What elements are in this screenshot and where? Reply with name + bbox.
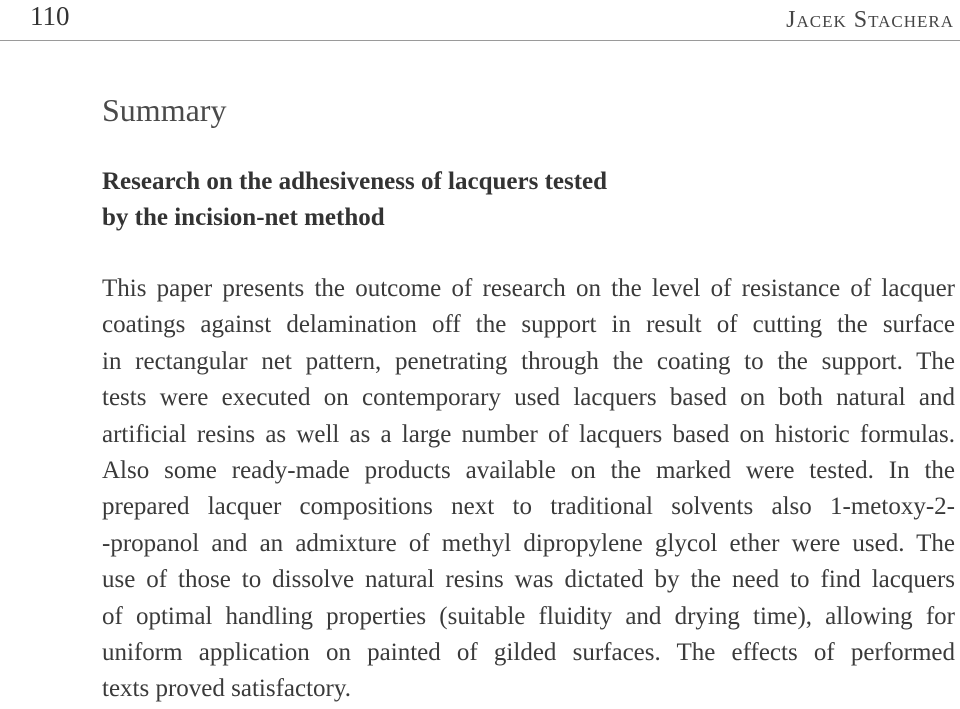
section-heading: Summary <box>102 92 227 128</box>
paragraph-line: use of those to dissolve natural resins was dictated by the need to find lacquers <box>102 566 955 594</box>
paragraph-line: uniform application on painted of gilded surfaces. The effects of performed <box>102 638 955 666</box>
article-title <box>102 164 607 236</box>
paragraph-line: in rectangular net pattern, penetrating through the coating to the support. The <box>102 347 955 375</box>
running-head-author: Jacek Stachera <box>786 7 954 33</box>
header-rule <box>0 40 960 41</box>
article-title-line: by the incision-net method <box>102 204 385 231</box>
paragraph-line: texts proved satisfactory. <box>102 675 351 703</box>
page-number: 110 <box>30 1 70 31</box>
paragraph-line: -propanol and an admixture of methyl dipropylene glycol ether were used. The <box>102 529 955 557</box>
paragraph-line: of optimal handling properties (suitable fluidity and drying time), allowing for <box>102 602 955 630</box>
paragraph-line: prepared lacquer compositions next to traditional solvents also 1-metoxy-2- <box>102 493 955 521</box>
paragraph-line: coatings against delamination off the support in result of cutting the surface <box>102 311 955 339</box>
paragraph-line: This paper presents the outcome of research on the level of resistance of lacquer <box>102 275 955 302</box>
article-title-line: Research on the adhesiveness of lacquers tested <box>102 168 608 195</box>
summary-paragraph <box>102 271 955 708</box>
paragraph-line: Also some ready-made products available on the marked were tested. In the <box>102 456 955 484</box>
paragraph-line: tests were executed on contemporary used lacquers based on both natural and <box>102 384 955 412</box>
paragraph-line: artificial resins as well as a large number of lacquers based on historic formulas. <box>102 420 955 448</box>
